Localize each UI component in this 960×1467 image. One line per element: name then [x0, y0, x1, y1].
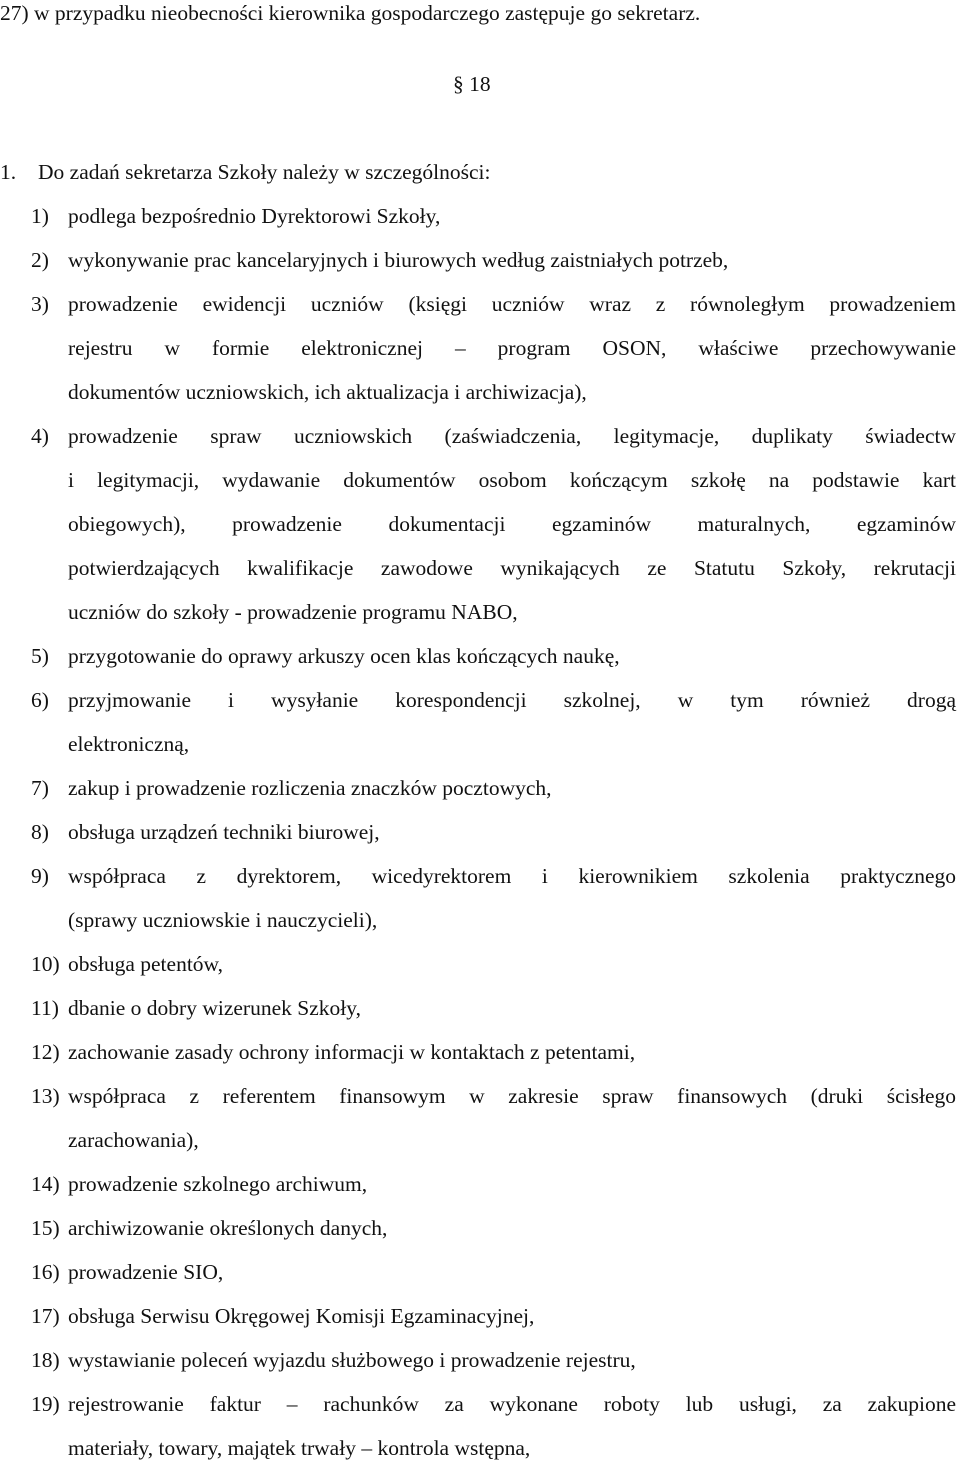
item-6-line-1: przyjmowanie i wysyłanie korespondencji szkolnej, w tym również drogą [68, 688, 956, 712]
item-3-line-1: prowadzenie ewidencji uczniów (księgi uczniów wraz z równoległym prowadzeniem [68, 292, 956, 316]
item-7-line-1: zakup i prowadzenie rozliczenia znaczków pocztowych, [68, 776, 552, 800]
item-19-line-1: rejestrowanie faktur – rachunków za wykonane roboty lub usługi, za zakupione [68, 1392, 956, 1416]
item-2-number: 2) [31, 248, 49, 272]
item-4-line-3: obiegowych), prowadzenie dokumentacji egzaminów maturalnych, egzaminów [68, 512, 956, 536]
item-9-number: 9) [31, 864, 49, 888]
item-3-number: 3) [31, 292, 49, 316]
item-19-number: 19) [31, 1392, 60, 1416]
item-6-line-2: elektroniczną, [68, 732, 190, 756]
item-15-number: 15) [31, 1216, 60, 1240]
item-12-number: 12) [31, 1040, 60, 1064]
item-11-line-1: dbanie o dobry wizerunek Szkoły, [68, 996, 361, 1020]
item-4-line-5: uczniów do szkoły - prowadzenie programu NABO, [68, 600, 518, 624]
intro-number: 1. [0, 160, 17, 184]
item-8-number: 8) [31, 820, 49, 844]
item-11-number: 11) [31, 996, 59, 1020]
item-8-line-1: obsługa urządzeń techniki biurowej, [68, 820, 380, 844]
item-17-number: 17) [31, 1304, 60, 1328]
item-3-line-3: dokumentów uczniowskich, ich aktualizacja i archiwizacja), [68, 380, 587, 404]
item-4-number: 4) [31, 424, 49, 448]
item-5-line-1: przygotowanie do oprawy arkuszy ocen klas kończących naukę, [68, 644, 620, 668]
item-13-line-1: współpraca z referentem finansowym w zakresie spraw finansowych (druki ścisłego [68, 1084, 956, 1108]
item-19-line-2: materiały, towary, majątek trwały – kontrola wstępna, [68, 1436, 531, 1460]
item-4-line-1: prowadzenie spraw uczniowskich (zaświadczenia, legitymacje, duplikaty świadectw [68, 424, 956, 448]
item-4-line-2: i legitymacji, wydawanie dokumentów osobom kończącym szkołę na podstawie kart [68, 468, 956, 492]
item-16-line-1: prowadzenie SIO, [68, 1260, 224, 1284]
section-heading: § 18 [453, 72, 491, 96]
item-6-number: 6) [31, 688, 49, 712]
item-10-number: 10) [31, 952, 60, 976]
previous-item-27: 27) w przypadku nieobecności kierownika gospodarczego zastępuje go sekretarz. [0, 1, 701, 25]
item-13-line-2: zarachowania), [68, 1128, 199, 1152]
item-18-line-1: wystawianie poleceń wyjazdu służbowego i prowadzenie rejestru, [68, 1348, 636, 1372]
item-10-line-1: obsługa petentów, [68, 952, 224, 976]
item-5-number: 5) [31, 644, 49, 668]
item-2-line-1: wykonywanie prac kancelaryjnych i biurowych według zaistniałych potrzeb, [68, 248, 729, 272]
item-16-number: 16) [31, 1260, 60, 1284]
item-3-line-2: rejestru w formie elektronicznej – program OSON, właściwe przechowywanie [68, 336, 956, 360]
item-14-line-1: prowadzenie szkolnego archiwum, [68, 1172, 368, 1196]
item-14-number: 14) [31, 1172, 60, 1196]
item-18-number: 18) [31, 1348, 60, 1372]
item-7-number: 7) [31, 776, 49, 800]
item-1-number: 1) [31, 204, 49, 228]
item-9-line-1: współpraca z dyrektorem, wicedyrektorem i kierownikiem szkolenia praktycznego [68, 864, 956, 888]
item-12-line-1: zachowanie zasady ochrony informacji w kontaktach z petentami, [68, 1040, 636, 1064]
item-9-line-2: (sprawy uczniowskie i nauczycieli), [68, 908, 378, 932]
item-15-line-1: archiwizowanie określonych danych, [68, 1216, 388, 1240]
item-4-line-4: potwierdzających kwalifikacje zawodowe wynikających ze Statutu Szkoły, rekrutacji [68, 556, 956, 580]
item-13-number: 13) [31, 1084, 60, 1108]
item-17-line-1: obsługa Serwisu Okręgowej Komisji Egzaminacyjnej, [68, 1304, 535, 1328]
intro-text: Do zadań sekretarza Szkoły należy w szczególności: [38, 160, 491, 184]
item-1-line-1: podlega bezpośrednio Dyrektorowi Szkoły, [68, 204, 441, 228]
